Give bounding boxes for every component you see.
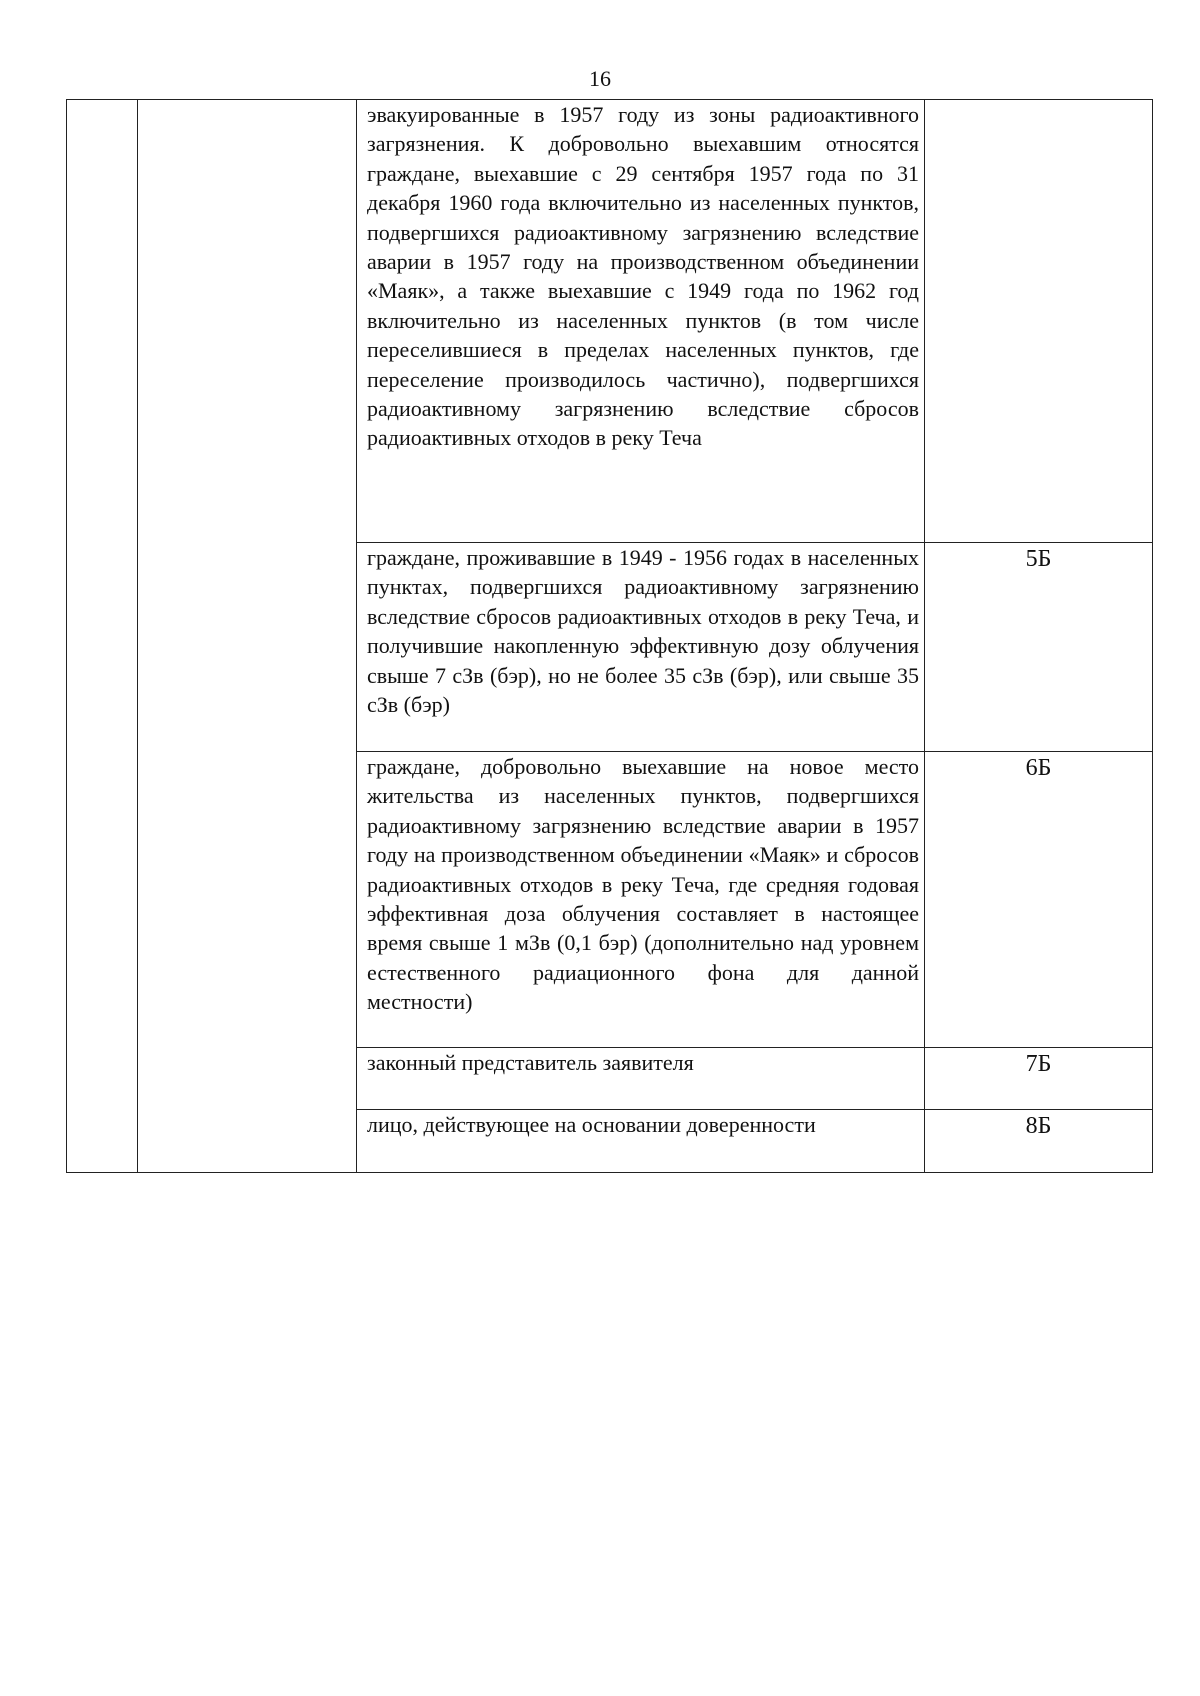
row-description: граждане, проживавшие в 1949 - 1956 годах в населенных пунктах, подвергшихся радиоактивному загрязнению вследствие сбросов радиоактивных отходов в реку Теча, и получившие накопленную эффективную дозу облучения свыше 7 сЗв (бэр), но не более 35 сЗв (бэр), или свыше 35 сЗв (бэр) bbox=[367, 545, 919, 718]
table-row bbox=[357, 100, 1152, 543]
table-row bbox=[357, 1110, 1152, 1172]
row-description: законный представитель заявителя bbox=[367, 1050, 694, 1075]
page-number: 16 bbox=[589, 66, 611, 91]
row-code: 5Б bbox=[1025, 546, 1052, 572]
row-code: 7Б bbox=[1025, 1051, 1052, 1077]
row-description: граждане, добровольно выехавшие на новое место жительства из населенных пунктов, подвергшихся радиоактивному загрязнению вследствие аварии в 1957 году на производственном объединении «Маяк» и сбросов радиоактивных отходов в реку Теча, где средняя годовая эффективная доза облучения составляет в настоящее время свыше 1 мЗв (0,1 бэр) (дополнительно над уровнем естественного радиационного фона для данной местности) bbox=[367, 754, 919, 1015]
table-row bbox=[357, 1048, 1152, 1110]
row-code: 6Б bbox=[1025, 755, 1052, 781]
table-row bbox=[357, 543, 1152, 752]
table-row bbox=[357, 752, 1152, 1048]
document-table bbox=[66, 99, 1153, 1173]
row-code: 8Б bbox=[1025, 1113, 1052, 1139]
row-description: лицо, действующее на основании доверенности bbox=[367, 1112, 816, 1137]
column-divider-1 bbox=[137, 100, 138, 1172]
row-description: эвакуированные в 1957 году из зоны радиоактивного загрязнения. К добровольно выехавшим относятся граждане, выехавшие с 29 сентября 1957 года по 31 декабря 1960 года включительно из населенных пунктов, подвергшихся радиоактивному загрязнению вследствие аварии в 1957 году на производственном объединении «Маяк», а также выехавшие с 1949 года по 1962 год включительно из населенных пунктов (в том числе переселившиеся в пределах населенных пунктов, где переселение производилось частично), подвергшихся радиоактивному загрязнению вследствие сбросов радиоактивных отходов в реку Теча bbox=[367, 102, 919, 451]
